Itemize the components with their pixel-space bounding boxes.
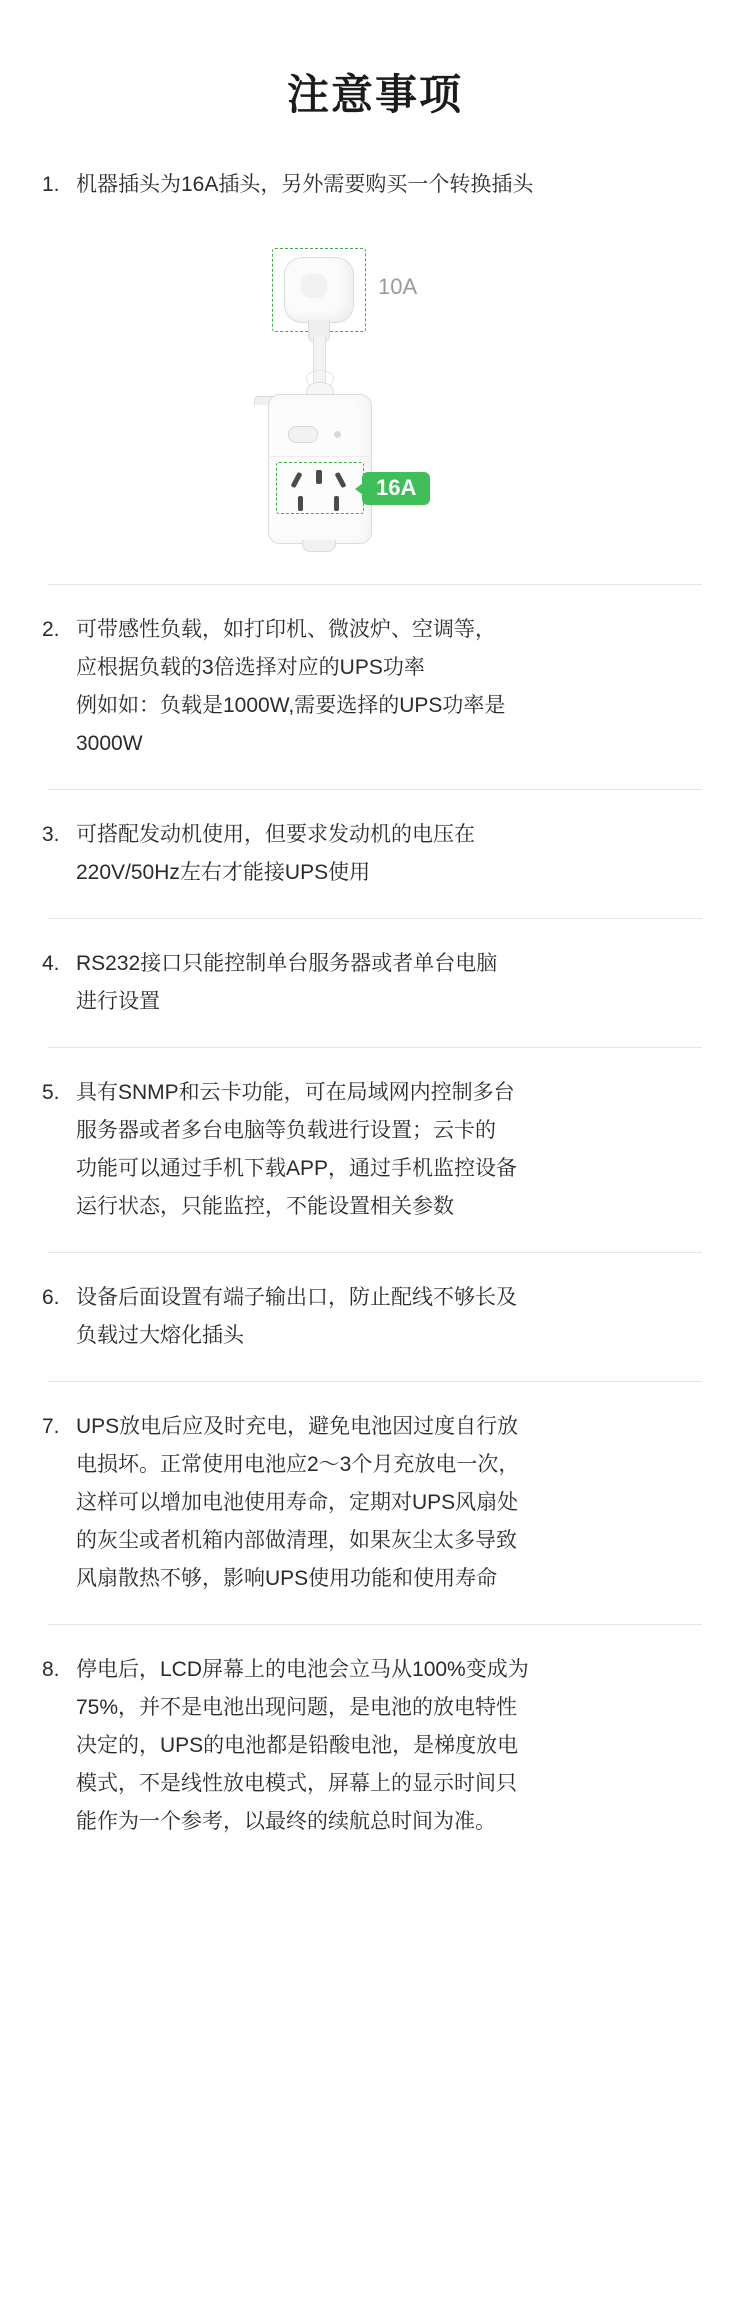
list-item-line: RS232接口只能控制单台服务器或者单台电脑 xyxy=(76,952,498,975)
list-item xyxy=(42,919,708,1047)
list-item-body xyxy=(76,945,708,1021)
list-item-line: 负载过大熔化插头 xyxy=(76,1324,244,1347)
list-item-number: 3. xyxy=(42,823,60,846)
list-item-line: UPS放电后应及时充电，避免电池因过度自行放 xyxy=(76,1415,519,1438)
list-item-line: 电损坏。正常使用电池应2～3个月充放电一次， xyxy=(76,1453,520,1476)
list-item xyxy=(42,140,708,230)
list-item-line: 功能可以通过手机下载APP，通过手机监控设备 xyxy=(76,1157,518,1180)
list-item-line: 风扇散热不够，影响UPS使用功能和使用寿命 xyxy=(76,1567,498,1590)
list-item xyxy=(42,1382,708,1624)
socket-hole-center-icon xyxy=(316,470,322,484)
list-item xyxy=(42,1048,708,1252)
notice-list xyxy=(0,140,750,1867)
list-item-number: 5. xyxy=(42,1081,60,1104)
list-item-number: 8. xyxy=(42,1658,60,1681)
socket-seam-line xyxy=(268,456,372,457)
list-item-number: 2. xyxy=(42,618,60,641)
list-item-line: 机器插头为16A插头，另外需要购买一个转换插头 xyxy=(76,173,534,196)
list-item-number: 1. xyxy=(42,173,60,196)
list-item xyxy=(42,1253,708,1381)
socket-hole-bottom-right-icon xyxy=(334,496,339,511)
list-item-body xyxy=(76,611,708,763)
list-item-line: 模式，不是线性放电模式，屏幕上的显示时间只 xyxy=(76,1772,517,1795)
list-item-number: 6. xyxy=(42,1286,60,1309)
socket-led-icon xyxy=(334,431,341,438)
list-item-line: 的灰尘或者机箱内部做清理，如果灰尘太多导致 xyxy=(76,1529,517,1552)
list-item-body xyxy=(76,1074,708,1226)
list-item-line: 可搭配发动机使用，但要求发动机的电压在 xyxy=(76,823,475,846)
list-item xyxy=(42,790,708,918)
list-item-line: 决定的，UPS的电池都是铅酸电池，是梯度放电 xyxy=(76,1734,519,1757)
list-item xyxy=(42,1625,708,1867)
socket-hole-bottom-left-icon xyxy=(298,496,303,511)
badge-16a: 16A xyxy=(362,472,430,505)
list-item-line: 服务器或者多台电脑等负载进行设置；云卡的 xyxy=(76,1119,496,1142)
list-item-body xyxy=(76,1408,708,1598)
converter-plug-head-icon xyxy=(284,257,354,323)
list-item-number: 4. xyxy=(42,952,60,975)
socket-button-icon xyxy=(288,426,318,443)
list-item-line: 停电后，LCD屏幕上的电池会立马从100%变成为 xyxy=(76,1658,529,1681)
list-item-line: 3000W xyxy=(76,732,143,755)
list-item-line: 这样可以增加电池使用寿命，定期对UPS风扇处 xyxy=(76,1491,519,1514)
list-item-number: 7. xyxy=(42,1415,60,1438)
list-item-line: 设备后面设置有端子输出口，防止配线不够长及 xyxy=(76,1286,517,1309)
socket-foot-icon xyxy=(302,540,336,552)
plug-illustration-canvas xyxy=(210,244,540,574)
list-item-line: 应根据负载的3倍选择对应的UPS功率 xyxy=(76,656,425,679)
list-item-line: 运行状态，只能监控，不能设置相关参数 xyxy=(76,1195,454,1218)
list-item-body xyxy=(76,166,708,204)
list-item-line: 例如如：负载是1000W,需要选择的UPS功率是 xyxy=(76,694,506,717)
list-item-line: 能作为一个参考，以最终的续航总时间为准。 xyxy=(76,1810,496,1833)
list-item xyxy=(42,585,708,789)
list-item-line: 220V/50Hz左右才能接UPS使用 xyxy=(76,861,371,884)
list-item-body xyxy=(76,1279,708,1355)
plug-illustration xyxy=(42,230,708,584)
list-item-body xyxy=(76,816,708,892)
list-item-line: 具有SNMP和云卡功能，可在局域网内控制多台 xyxy=(76,1081,515,1104)
list-item-line: 75%，并不是电池出现问题，是电池的放电特性 xyxy=(76,1696,518,1719)
page-title: 注意事项 xyxy=(286,71,463,118)
list-item-line: 进行设置 xyxy=(76,990,160,1013)
list-item-body xyxy=(76,1651,708,1841)
list-item-line: 可带感性负载，如打印机、微波炉、空调等， xyxy=(76,618,496,641)
label-10a: 10A xyxy=(378,274,418,299)
